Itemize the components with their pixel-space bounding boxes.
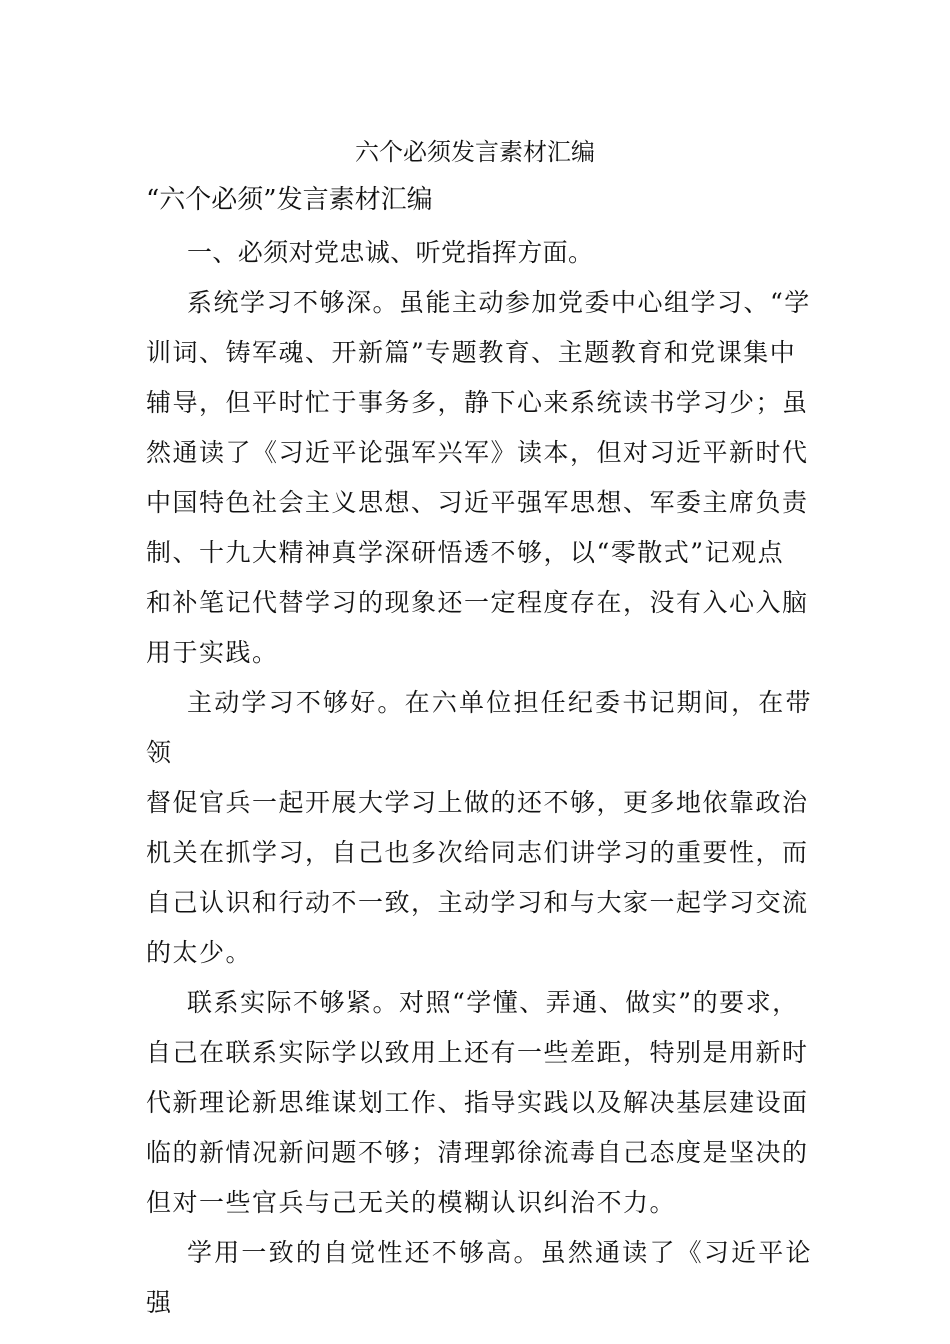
- paragraph-study-depth: 系统学习不够深。虽能主动参加党委中心组学习、“学 训词、铸军魂、开新篇”专题教育、主题教育和党课集中 辅导，但平时忙于事务多，静下心来系统读书学习少；虽 然通读了《习近平论强军兴军》读本，但对习近平新时代 中国特色社会主义思想、习近平强军思想、军委主席负责 制、十九大精神真学深研悟透不够，以“零散式”记观点 和补笔记代替学习的现象还一定程度存在，没有入心入脑 用于实践。: [146, 288, 811, 667]
- paragraph-consistency: 学用一致的自觉性还不够高。虽然通读了《习近平论强: [146, 1238, 812, 1317]
- section-heading: 一、必须对党忠诚、听党指挥方面。: [187, 238, 594, 267]
- document-subtitle: “六个必须”发言素材汇编: [146, 185, 433, 215]
- paragraph-practice-link: 联系实际不够紧。对照“学懂、弄通、做实”的要求， 自己在联系实际学以致用上还有一些差距，特别是用新时 代新理论新思维谋划工作、指导实践以及解决基层建设面 临的新情况新问题不够；清理郭徐流毒自己态度是坚决的 但对一些官兵与己无关的模糊认识纠治不力。: [146, 988, 809, 1217]
- document-title: 六个必须发言素材汇编: [355, 138, 595, 166]
- paragraph-active-study: 主动学习不够好。在六单位担任纪委书记期间，在带领 督促官兵一起开展大学习上做的还不够，更多地依靠政治 机关在抓学习，自己也多次给同志们讲学习的重要性，而 自己认识和行动不一致，主动学习和与大家一起学习交流 的太少。: [146, 688, 812, 967]
- document-body: [146, 228, 812, 1328]
